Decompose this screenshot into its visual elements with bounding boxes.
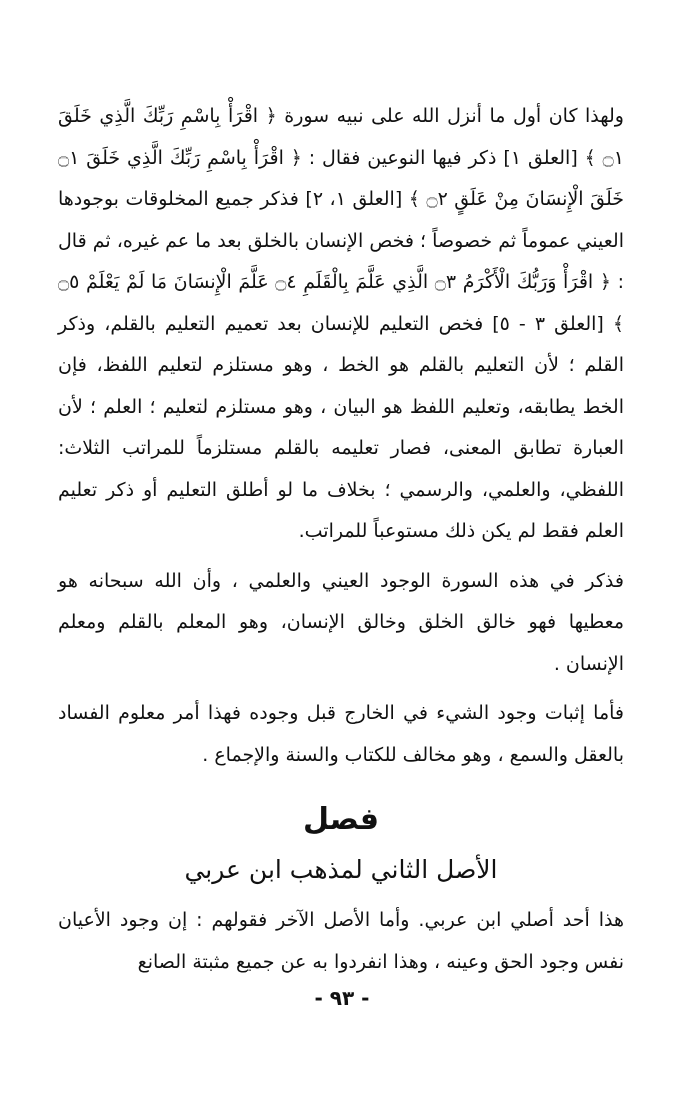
book-page <box>58 96 624 983</box>
paragraph-3: فأما إثبات وجود الشيء في الخارج قبل وجوده فهذا أمر معلوم الفساد بالعقل والسمع ، وهو مخالف للكتاب والسنة والإجماع . <box>58 702 624 766</box>
paragraph-2: فذكر في هذه السورة الوجود العيني والعلمي ، وأن الله سبحانه هو معطيها فهو خالق الخلق وخالق الإنسان، وهو المعلم بالقلم ومعلم الإنسان . <box>58 569 624 675</box>
paragraph-1: ولهذا كان أول ما أنزل الله على نبيه سورة ﴿ اقْرَأْ بِاسْمِ رَبِّكَ الَّذِي خَلَقَ ۝١ ﴾ [العلق ١] ذكر فيها النوعين فقال : ﴿ اقْرَأْ بِاسْمِ رَبِّكَ الَّذِي خَلَقَ ۝١ خَلَقَ الْإِنسَانَ مِنْ عَلَقٍ ۝٢ ﴾ [العلق ١، ٢] فذكر جميع المخلوقات بوجودها العيني عموماً ثم خصوصاً ؛ فخص الإنسان بالخلق بعد ما عم غيره، ثم قال : ﴿ اقْرَأْ وَرَبُّكَ الْأَكْرَمُ ۝٣ الَّذِي عَلَّمَ بِالْقَلَمِ ۝٤ عَلَّمَ الْإِنسَانَ مَا لَمْ يَعْلَمْ ۝٥ ﴾ [العلق ٣ - ٥] فخص التعليم للإنسان بعد تعميم التعليم بالقلم، وذكر القلم ؛ لأن التعليم بالقلم هو الخط ، وهو مستلزم لتعليم اللفظ، فإن الخط يطابقه، وتعليم اللفظ هو البيان ، وهو مستلزم لتعليم ؛ العلم ؛ لأن العبارة تطابق المعنى، فصار تعليمه بالقلم مستلزماً للمراتب الثلاث: اللفظي، والعلمي، والرسمي ؛ بخلاف ما لو أطلق التعليم أو ذكر تعليم العلم فقط لم يكن ذلك مستوعباً للمراتب. <box>58 105 625 542</box>
page-number: - ٩٣ - <box>314 986 370 1010</box>
section-heading: الأصل الثاني لمذهب ابن عربي <box>184 855 498 884</box>
section-marker-text: فصل <box>303 802 379 837</box>
section-marker <box>58 800 624 840</box>
paragraph-4: هذا أحد أصلي ابن عربي. وأما الأصل الآخر فقولهم : إن وجود الأعيان نفس وجود الحق وعينه ، وهذا انفردوا به عن جميع مثبتة الصانع <box>58 909 624 973</box>
